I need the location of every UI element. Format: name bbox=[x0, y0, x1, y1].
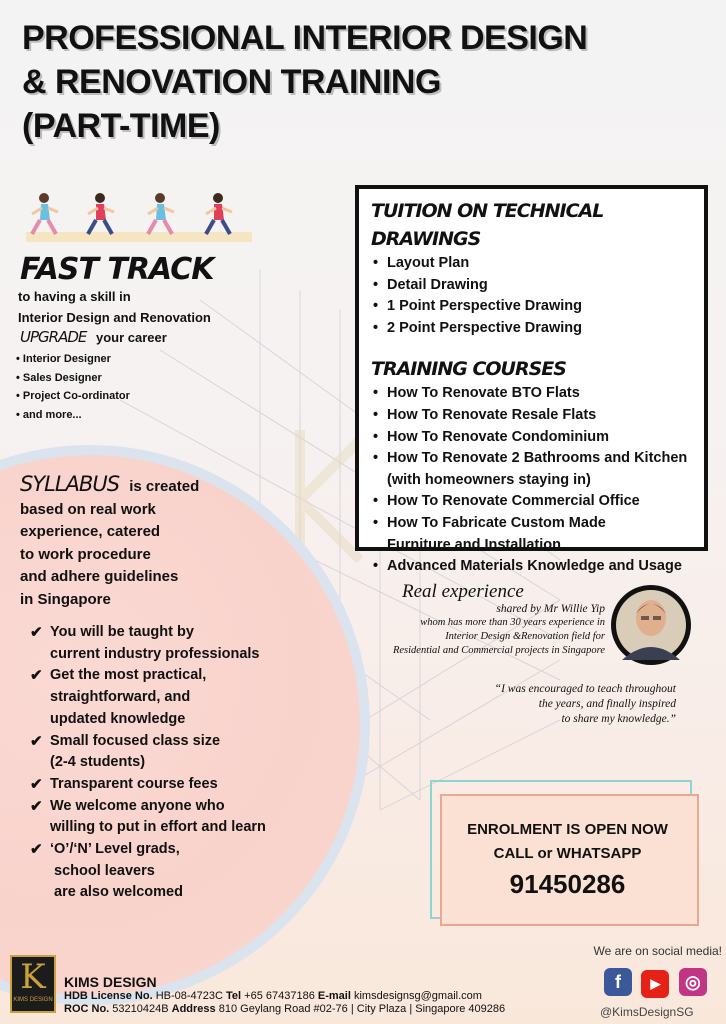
youtube-icon[interactable]: ▶ bbox=[641, 970, 669, 998]
social-icons bbox=[604, 968, 707, 998]
syllabus-block bbox=[20, 473, 260, 611]
upgrade-word: UPGRADE bbox=[20, 328, 87, 346]
enrolment-panel bbox=[430, 780, 700, 930]
role-item: • Project Co-ordinator bbox=[16, 390, 130, 402]
course-item: • How To Renovate 2 Bathrooms and Kitchen bbox=[373, 450, 688, 467]
logo-letter: K bbox=[20, 957, 46, 997]
tuition-item: • 2 Point Perspective Drawing bbox=[373, 319, 583, 336]
syllabus-line: based on real work bbox=[20, 500, 156, 518]
tuition-item: • Detail Drawing bbox=[373, 276, 488, 293]
syllabus-line: experience, catered bbox=[20, 523, 161, 540]
course-item: • How To Renovate Condominium bbox=[373, 428, 610, 445]
company-logo bbox=[10, 955, 56, 1013]
email-link[interactable]: kimsdesignsg@gmail.com bbox=[353, 990, 482, 1002]
runner-icon bbox=[148, 193, 174, 234]
quote-line: “I was encouraged to teach throughout bbox=[494, 683, 676, 695]
courses-box bbox=[355, 185, 708, 575]
quote-line: the years, and finally inspired bbox=[538, 698, 676, 710]
tuition-list bbox=[371, 253, 692, 339]
tuition-heading: TUITION ON TECHNICAL DRAWINGS bbox=[371, 200, 604, 250]
footer-company-info bbox=[64, 974, 564, 1016]
benefit-item: ✔ We welcome anyone who willing to put in effort and learn bbox=[30, 797, 266, 836]
benefits-list bbox=[30, 622, 300, 904]
benefit-item: ✔ Get the most practical, straightforward, and updated knowledge bbox=[30, 667, 207, 727]
courses-list bbox=[371, 383, 692, 577]
role-item: • Sales Designer bbox=[16, 371, 102, 384]
benefit-item: ✔ Transparent course fees bbox=[30, 774, 300, 796]
course-item: • How To Renovate BTO Flats bbox=[373, 385, 580, 402]
experience-shared-by: shared by Mr Willie Yip bbox=[496, 603, 605, 615]
course-item: • How To Renovate Resale Flats bbox=[373, 406, 597, 423]
tuition-item: • 1 Point Perspective Drawing bbox=[373, 298, 583, 315]
facebook-icon[interactable]: f bbox=[604, 968, 632, 996]
logo-caption: KIMS DESIGN bbox=[13, 997, 53, 1003]
footer-line-2: ROC No. 53210424B Address 810 Geylang Road #02-76 | City Plaza | Singapore 409286 bbox=[64, 1003, 506, 1015]
syllabus-line: and adhere guidelines bbox=[20, 568, 179, 585]
course-item-continued: Furniture and Installation bbox=[387, 536, 562, 553]
title-line-1: PROFESSIONAL INTERIOR DESIGN bbox=[22, 19, 588, 57]
syllabus-first-line bbox=[20, 473, 260, 499]
runner-icon bbox=[88, 193, 114, 234]
role-item: • and more... bbox=[16, 408, 82, 421]
course-item: • Advanced Materials Knowledge and Usage bbox=[373, 558, 682, 575]
quote-line: to share my knowledge.” bbox=[561, 713, 676, 725]
syllabus-line: in Singapore bbox=[20, 590, 111, 608]
experience-line: Residential and Commercial projects in Singapore bbox=[392, 645, 605, 656]
phone-number[interactable]: 91450286 bbox=[509, 869, 626, 899]
benefit-item: ✔ You will be taught by current industry professionals bbox=[30, 624, 260, 662]
footer-line-1: HDB License No. HB-08-4723C Tel +65 67437186 E-mail kimsdesignsg@gmail.com bbox=[64, 990, 482, 1002]
social-handle[interactable]: @KimsDesignSG bbox=[600, 1005, 694, 1019]
upgrade-rest: your career bbox=[95, 330, 167, 345]
fast-track-description bbox=[18, 286, 211, 328]
experience-line: Interior Design &Renovation field for bbox=[445, 631, 605, 642]
instagram-icon[interactable]: ◎ bbox=[679, 968, 707, 996]
title-line-3: (PART-TIME) bbox=[22, 107, 220, 145]
syllabus-first-line-rest: is created bbox=[129, 478, 200, 495]
runner-icon bbox=[206, 193, 232, 234]
instructor-quote bbox=[460, 682, 676, 727]
experience-heading: Real experience bbox=[402, 581, 524, 602]
courses-heading: TRAINING COURSES bbox=[371, 358, 566, 381]
career-roles-list bbox=[16, 350, 130, 424]
fast-track-line: to having a skill in bbox=[18, 289, 131, 304]
experience-block bbox=[380, 582, 605, 658]
instructor-portrait bbox=[610, 584, 692, 666]
fast-track-line: Interior Design and Renovation bbox=[18, 310, 211, 325]
check-icon: ✔ bbox=[30, 667, 43, 685]
benefit-item: ✔ Small focused class size (2-4 students) bbox=[30, 732, 221, 771]
check-icon: ✔ bbox=[30, 624, 43, 641]
syllabus-word: SYLLABUS bbox=[20, 472, 120, 496]
enrolment-line: ENROLMENT IS OPEN NOW bbox=[467, 821, 668, 838]
runner-icon bbox=[32, 193, 58, 234]
social-media-text: We are on social media! bbox=[593, 944, 722, 958]
course-item: • How To Fabricate Custom Made bbox=[373, 514, 606, 531]
enrolment-line: CALL or WHATSAPP bbox=[493, 845, 642, 862]
upgrade-line bbox=[20, 328, 167, 346]
enrolment-text bbox=[440, 818, 695, 902]
course-item-continued: (with homeowners staying in) bbox=[387, 471, 591, 488]
page-title bbox=[22, 16, 702, 148]
course-item: • How To Renovate Commercial Office bbox=[373, 493, 640, 510]
check-icon: ✔ bbox=[30, 732, 43, 750]
check-icon: ✔ bbox=[30, 841, 43, 859]
syllabus-line: to work procedure bbox=[20, 545, 151, 563]
title-line-2: & RENOVATION TRAINING bbox=[22, 63, 441, 101]
check-icon: ✔ bbox=[30, 775, 43, 793]
check-icon: ✔ bbox=[30, 797, 43, 815]
role-item: • Interior Designer bbox=[16, 353, 111, 365]
fast-track-heading: FAST TRACK bbox=[20, 252, 214, 287]
benefit-item: ✔ ‘O’/‘N’ Level grads, school leavers are also welcomed bbox=[30, 841, 183, 901]
runners-illustration bbox=[26, 190, 252, 248]
experience-line: whom has more than 30 years experience in bbox=[420, 617, 605, 628]
footer-company-name: KIMS DESIGN bbox=[64, 974, 157, 990]
tuition-item: • Layout Plan bbox=[373, 255, 470, 271]
